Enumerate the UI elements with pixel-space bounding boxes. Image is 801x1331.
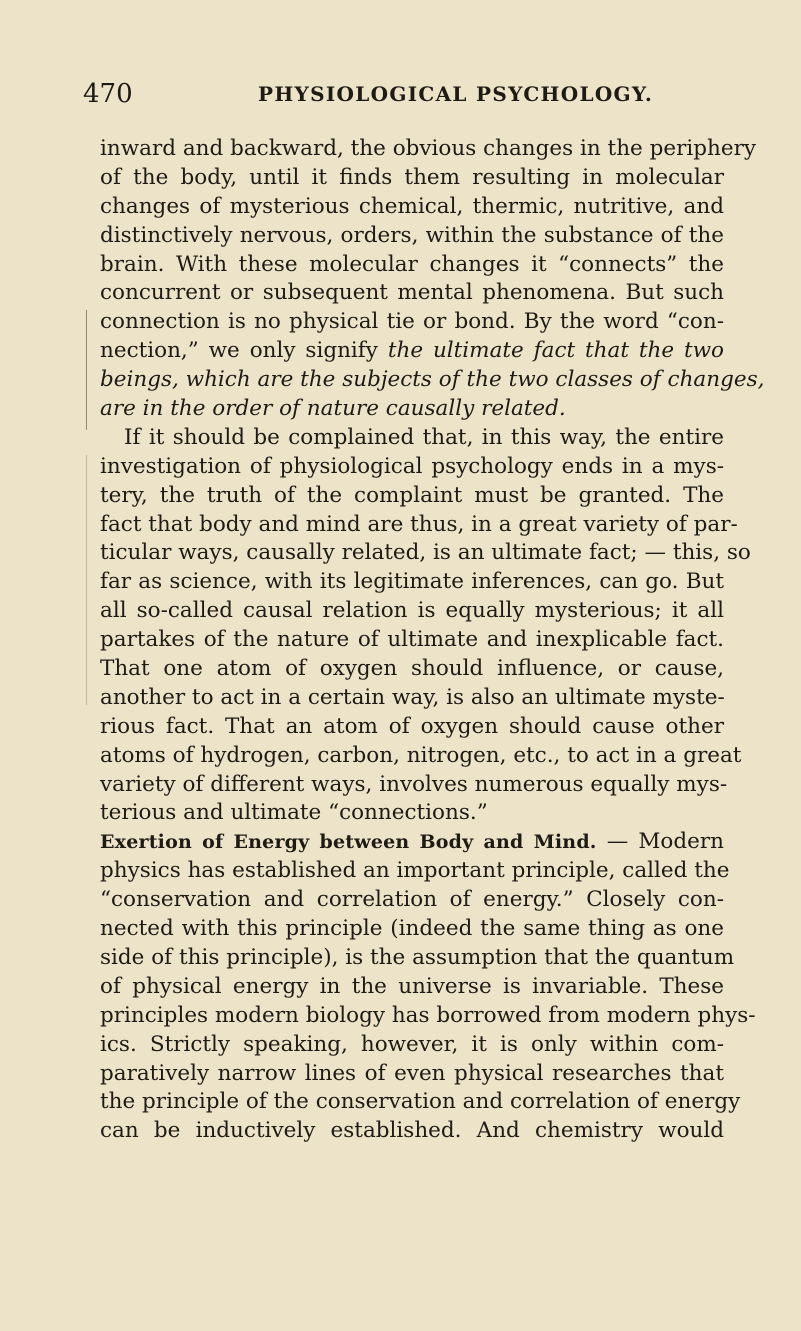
text-line: That one atom of oxygen should influence, or cause,	[100, 656, 724, 682]
text-line	[100, 395, 724, 424]
section-heading-line	[100, 828, 724, 857]
text-line: If it should be complained that, in this way, the entire	[124, 424, 724, 450]
text-line: ics. Strictly speaking, however, it is only within com-	[100, 1031, 724, 1057]
text-line: connection is no physical tie or bond. By the word “con-	[100, 309, 724, 335]
text-line: principles modern biology has borrowed from modern phys-	[100, 1002, 756, 1028]
text-line: “conservation and correlation of energy.” Closely con-	[100, 887, 724, 913]
text-line: rious fact. That an atom of oxygen should cause other	[100, 713, 724, 739]
running-head	[83, 76, 713, 112]
text-line: can be inductively established. And chemistry would	[100, 1118, 724, 1144]
text-line: ticular ways, causally related, is an ultimate fact; — this, so	[100, 540, 751, 566]
page-number: 470	[83, 79, 133, 109]
text-line: inward and backward, the obvious changes in the periphery	[100, 136, 757, 161]
body-text	[100, 135, 765, 1146]
text-line: another to act in a certain way, is also an ultimate myste-	[100, 684, 725, 710]
text-line-mixed	[100, 337, 724, 366]
text-line: terious and ultimate “connections.”	[100, 800, 488, 826]
text-line: physics has established an important principle, called the	[100, 858, 730, 884]
text-fragment: nection,” we only signify	[100, 338, 388, 364]
text-line: nected with this principle (indeed the same thing as one	[100, 916, 724, 942]
text-line: far as science, with its legitimate inferences, can go. But	[100, 569, 724, 595]
text-fragment: — Modern	[596, 829, 724, 855]
margin-pencil-mark	[86, 310, 95, 430]
margin-pencil-mark	[86, 455, 95, 705]
text-line: of the body, until it finds them resulting in molecular	[100, 164, 724, 190]
running-title: PHYSIOLOGICAL PSYCHOLOGY.	[258, 82, 654, 106]
italic-fragment: the ultimate fact that the two	[387, 338, 724, 364]
text-line: changes of mysterious chemical, thermic, nutritive, and	[100, 193, 724, 219]
text-line: partakes of the nature of ultimate and inexplicable fact.	[100, 627, 724, 653]
text-line	[100, 366, 765, 395]
text-line: tery, the truth of the complaint must be granted. The	[100, 482, 724, 508]
text-line: the principle of the conservation and correlation of energy	[100, 1089, 741, 1115]
italic-fragment: beings, which are the subjects of the two classes of changes,	[100, 367, 765, 393]
text-line: atoms of hydrogen, carbon, nitrogen, etc., to act in a great	[100, 742, 742, 768]
text-line: paratively narrow lines of even physical researches that	[100, 1060, 724, 1086]
italic-fragment: are in the order of nature causally related.	[100, 396, 566, 422]
text-line: distinctively nervous, orders, within the substance of the	[100, 222, 724, 248]
text-line: variety of different ways, involves numerous equally mys-	[100, 771, 728, 797]
text-line: investigation of physiological psychology ends in a mys-	[100, 453, 724, 479]
section-heading: Exertion of Energy between Body and Mind.	[100, 831, 597, 854]
text-line: all so-called causal relation is equally mysterious; it all	[100, 598, 724, 624]
text-line: fact that body and mind are thus, in a great variety of par-	[100, 511, 738, 537]
text-line: brain. With these molecular changes it “connects” the	[100, 251, 724, 277]
text-line: side of this principle), is the assumption that the quantum	[100, 944, 735, 970]
text-line: concurrent or subsequent mental phenomena. But such	[100, 280, 724, 306]
text-line: of physical energy in the universe is invariable. These	[100, 973, 724, 999]
